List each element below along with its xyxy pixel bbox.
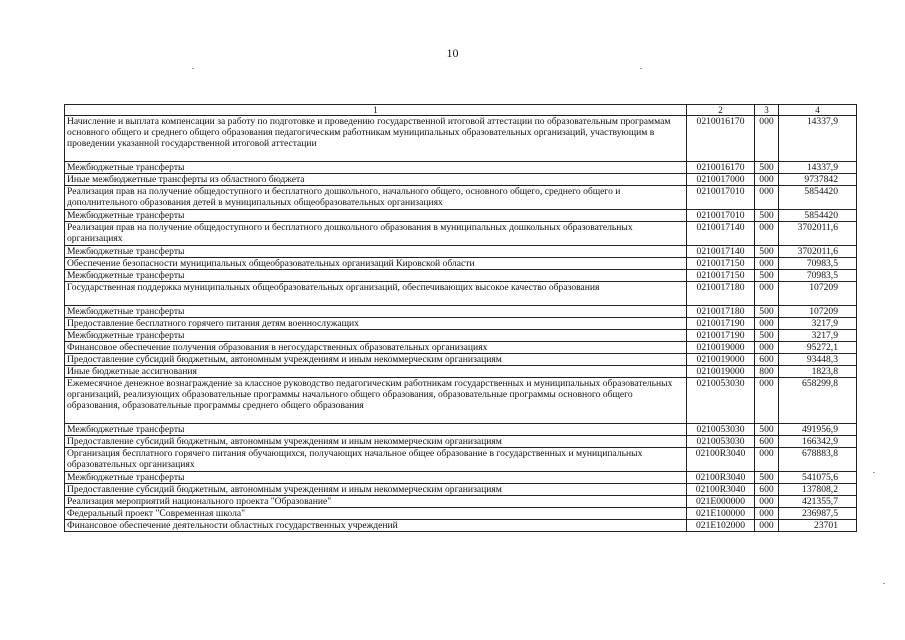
row-name-cell: Иные межбюджетные трансферты из областного бюджета bbox=[65, 174, 687, 186]
row-code-cell: 021E000000 bbox=[687, 496, 755, 508]
row-type-cell: 000 bbox=[755, 318, 779, 330]
row-name-cell: Межбюджетные трансферты bbox=[65, 270, 687, 282]
row-type-cell: 000 bbox=[755, 342, 779, 354]
table-row bbox=[65, 520, 857, 532]
row-name-cell: Реализация мероприятий национального проекта "Образование" bbox=[65, 496, 687, 508]
row-name-cell: Предоставление субсидий бюджетным, автономным учреждениям и иным некоммерческим организациям bbox=[65, 354, 687, 366]
row-type-cell: 600 bbox=[755, 484, 779, 496]
row-code-cell: 021E102000 bbox=[687, 520, 755, 532]
row-amount-cell: 107209 bbox=[779, 306, 857, 318]
row-amount-cell: 9737842 bbox=[779, 174, 857, 186]
row-amount-cell: 491956,9 bbox=[779, 424, 857, 436]
row-type-cell: 000 bbox=[755, 282, 779, 306]
table-row bbox=[65, 270, 857, 282]
table-row bbox=[65, 222, 857, 246]
table-row bbox=[65, 162, 857, 174]
row-code-cell: 0210017010 bbox=[687, 210, 755, 222]
row-amount-cell: 1823,8 bbox=[779, 366, 857, 378]
table-row bbox=[65, 508, 857, 520]
scan-speck bbox=[883, 583, 885, 584]
row-type-cell: 500 bbox=[755, 330, 779, 342]
header-col-1: 1 bbox=[65, 105, 687, 116]
row-name-cell: Межбюджетные трансферты bbox=[65, 306, 687, 318]
row-code-cell: 0210017140 bbox=[687, 222, 755, 246]
table-row bbox=[65, 186, 857, 210]
row-name-cell: Межбюджетные трансферты bbox=[65, 330, 687, 342]
table-row bbox=[65, 116, 857, 162]
row-type-cell: 000 bbox=[755, 508, 779, 520]
table-row bbox=[65, 282, 857, 306]
row-type-cell: 000 bbox=[755, 258, 779, 270]
row-name-cell: Межбюджетные трансферты bbox=[65, 162, 687, 174]
row-type-cell: 500 bbox=[755, 424, 779, 436]
row-code-cell: 0210017180 bbox=[687, 306, 755, 318]
row-amount-cell: 137808,2 bbox=[779, 484, 857, 496]
row-name-cell: Начисление и выплата компенсации за работу по подготовке и проведению государственной итоговой аттестации по образовательным программам основного общего и среднего общего образования педагогическим работникам муниципальных образовательных организаций, участвующим в проведении указанной государственной итоговой аттестации bbox=[65, 116, 687, 162]
row-type-cell: 500 bbox=[755, 270, 779, 282]
row-code-cell: 0210017010 bbox=[687, 186, 755, 210]
row-amount-cell: 95272,1 bbox=[779, 342, 857, 354]
page-number: 10 bbox=[446, 46, 459, 60]
row-code-cell: 0210053030 bbox=[687, 424, 755, 436]
row-code-cell: 0210017150 bbox=[687, 258, 755, 270]
row-code-cell: 0210017000 bbox=[687, 174, 755, 186]
row-code-cell: 02100R3040 bbox=[687, 484, 755, 496]
row-type-cell: 000 bbox=[755, 520, 779, 532]
row-name-cell: Межбюджетные трансферты bbox=[65, 246, 687, 258]
row-code-cell: 0210017190 bbox=[687, 318, 755, 330]
row-name-cell: Межбюджетные трансферты bbox=[65, 472, 687, 484]
row-name-cell: Предоставление бесплатного горячего питания детям военнослужащих bbox=[65, 318, 687, 330]
row-type-cell: 500 bbox=[755, 472, 779, 484]
table-row bbox=[65, 354, 857, 366]
table-row bbox=[65, 436, 857, 448]
row-type-cell: 000 bbox=[755, 222, 779, 246]
row-amount-cell: 70983,5 bbox=[779, 270, 857, 282]
row-amount-cell: 236987,5 bbox=[779, 508, 857, 520]
row-amount-cell: 14337,9 bbox=[779, 116, 857, 162]
table-row bbox=[65, 424, 857, 436]
row-amount-cell: 541075,6 bbox=[779, 472, 857, 484]
row-name-cell: Государственная поддержка муниципальных общеобразовательных организаций, обеспечивающих высокое качество образования bbox=[65, 282, 687, 306]
row-amount-cell: 5854420 bbox=[779, 210, 857, 222]
row-type-cell: 000 bbox=[755, 496, 779, 508]
row-name-cell: Реализация прав на получение общедоступного и бесплатного дошкольного, начального общего, основного общего, среднего общего и дополнительного образования детей в муниципальных общеобразовательных организациях bbox=[65, 186, 687, 210]
row-name-cell: Организация бесплатного горячего питания обучающихся, получающих начальное общее образование в государственных и муниципальных образовательных организациях bbox=[65, 448, 687, 472]
table-row bbox=[65, 496, 857, 508]
table-row bbox=[65, 366, 857, 378]
row-code-cell: 0210017190 bbox=[687, 330, 755, 342]
table-row bbox=[65, 306, 857, 318]
table-row bbox=[65, 210, 857, 222]
row-type-cell: 000 bbox=[755, 116, 779, 162]
budget-table bbox=[64, 104, 857, 532]
row-amount-cell: 3217,9 bbox=[779, 318, 857, 330]
header-col-4: 4 bbox=[779, 105, 857, 116]
row-code-cell: 0210016170 bbox=[687, 116, 755, 162]
row-name-cell: Обеспечение безопасности муниципальных общеобразовательных организаций Кировской области bbox=[65, 258, 687, 270]
table-row bbox=[65, 174, 857, 186]
row-name-cell: Иные бюджетные ассигнования bbox=[65, 366, 687, 378]
scan-speck bbox=[640, 68, 642, 69]
table-row bbox=[65, 342, 857, 354]
row-name-cell: Ежемесячное денежное вознаграждение за классное руководство педагогическим работникам государственных и муниципальных образовательных организаций, реализующих образовательные программы начального общего образования, образовательные программы основного общего образования, образовательные программы среднего общего образования bbox=[65, 378, 687, 424]
row-type-cell: 500 bbox=[755, 162, 779, 174]
scan-speck bbox=[873, 472, 875, 473]
table-row bbox=[65, 258, 857, 270]
row-name-cell: Межбюджетные трансферты bbox=[65, 210, 687, 222]
table-row bbox=[65, 378, 857, 424]
row-code-cell: 0210019000 bbox=[687, 366, 755, 378]
row-code-cell: 0210053030 bbox=[687, 436, 755, 448]
table-row bbox=[65, 330, 857, 342]
row-type-cell: 000 bbox=[755, 174, 779, 186]
table-row bbox=[65, 318, 857, 330]
row-amount-cell: 678883,8 bbox=[779, 448, 857, 472]
row-amount-cell: 70983,5 bbox=[779, 258, 857, 270]
row-name-cell: Предоставление субсидий бюджетным, автономным учреждениям и иным некоммерческим организациям bbox=[65, 436, 687, 448]
row-type-cell: 000 bbox=[755, 378, 779, 424]
row-type-cell: 800 bbox=[755, 366, 779, 378]
row-amount-cell: 166342,9 bbox=[779, 436, 857, 448]
header-col-3: 3 bbox=[755, 105, 779, 116]
row-amount-cell: 658299,8 bbox=[779, 378, 857, 424]
row-name-cell: Финансовое обеспечение получения образования в негосударственных образовательных организациях bbox=[65, 342, 687, 354]
row-name-cell: Реализация прав на получение общедоступного и бесплатного дошкольного образования в муниципальных дошкольных образовательных организациях bbox=[65, 222, 687, 246]
row-code-cell: 0210017140 bbox=[687, 246, 755, 258]
row-code-cell: 0210016170 bbox=[687, 162, 755, 174]
header-col-2: 2 bbox=[687, 105, 755, 116]
row-amount-cell: 107209 bbox=[779, 282, 857, 306]
row-code-cell: 0210017150 bbox=[687, 270, 755, 282]
table-row bbox=[65, 246, 857, 258]
row-amount-cell: 3217,9 bbox=[779, 330, 857, 342]
scan-speck bbox=[192, 68, 194, 69]
row-code-cell: 021E100000 bbox=[687, 508, 755, 520]
row-name-cell: Межбюджетные трансферты bbox=[65, 424, 687, 436]
row-code-cell: 0210053030 bbox=[687, 378, 755, 424]
row-type-cell: 500 bbox=[755, 246, 779, 258]
row-type-cell: 500 bbox=[755, 306, 779, 318]
row-type-cell: 600 bbox=[755, 354, 779, 366]
row-code-cell: 02100R3040 bbox=[687, 472, 755, 484]
row-code-cell: 0210019000 bbox=[687, 354, 755, 366]
row-amount-cell: 14337,9 bbox=[779, 162, 857, 174]
row-type-cell: 600 bbox=[755, 436, 779, 448]
row-type-cell: 000 bbox=[755, 186, 779, 210]
row-type-cell: 000 bbox=[755, 448, 779, 472]
table-header-row bbox=[65, 105, 857, 116]
row-amount-cell: 3702011,6 bbox=[779, 222, 857, 246]
row-name-cell: Предоставление субсидий бюджетным, автономным учреждениям и иным некоммерческим организациям bbox=[65, 484, 687, 496]
table-row bbox=[65, 448, 857, 472]
row-name-cell: Федеральный проект "Современная школа" bbox=[65, 508, 687, 520]
row-code-cell: 0210019000 bbox=[687, 342, 755, 354]
table-row bbox=[65, 472, 857, 484]
row-amount-cell: 93448,3 bbox=[779, 354, 857, 366]
table-row bbox=[65, 484, 857, 496]
row-type-cell: 500 bbox=[755, 210, 779, 222]
row-name-cell: Финансовое обеспечение деятельности областных государственных учреждений bbox=[65, 520, 687, 532]
row-code-cell: 0210017180 bbox=[687, 282, 755, 306]
row-amount-cell: 5854420 bbox=[779, 186, 857, 210]
row-amount-cell: 421355,7 bbox=[779, 496, 857, 508]
row-code-cell: 02100R3040 bbox=[687, 448, 755, 472]
row-amount-cell: 3702011,6 bbox=[779, 246, 857, 258]
row-amount-cell: 23701 bbox=[779, 520, 857, 532]
